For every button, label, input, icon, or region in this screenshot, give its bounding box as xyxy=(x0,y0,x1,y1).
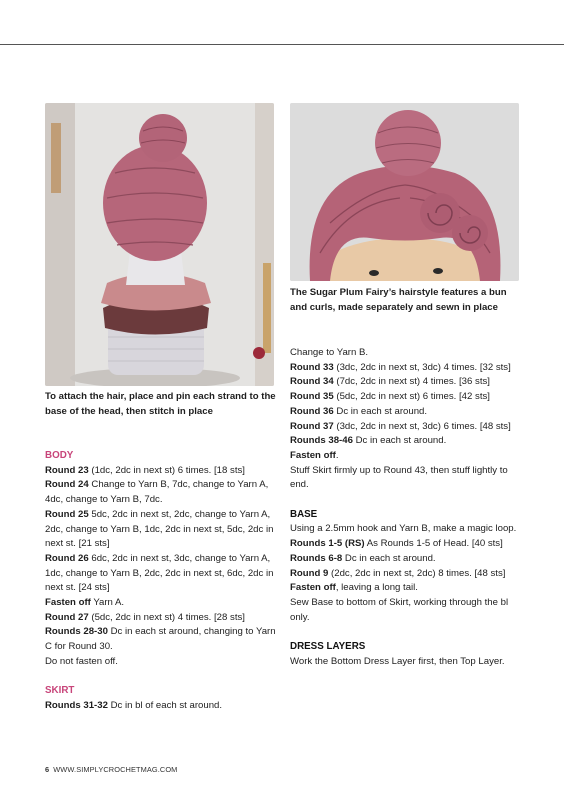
instruction-label: Round 34 xyxy=(290,376,334,388)
instruction-text: (5dc, 2dc in next st) 6 times. [42 sts] xyxy=(333,391,490,403)
instruction-text: Using a 2.5mm hook and Yarn B, make a magic loop. xyxy=(290,523,517,535)
instruction-text: (3dc, 2dc in next st, 3dc) 4 times. [32 sts] xyxy=(333,361,511,373)
instruction-text: 6dc, 2dc in next st, 3dc, change to Yarn A, 1dc, change to Yarn B, 2dc, 2dc in next st, 6dc, 2dc in next st. [24 sts] xyxy=(45,552,274,594)
instruction-label: Rounds 1-5 (RS) xyxy=(290,538,365,550)
body-heading: BODY xyxy=(45,450,74,461)
instruction-text: Change to Yarn B, 7dc, change to Yarn A, 4dc, change to Yarn B, 7dc. xyxy=(45,479,269,506)
instruction-label: Round 26 xyxy=(45,552,89,564)
instruction-text: (2dc, 2dc in next st, 2dc) 8 times. [48 sts] xyxy=(328,567,506,579)
instruction-line xyxy=(290,596,522,625)
instruction-text: Dc in each st around. xyxy=(333,405,428,417)
instruction-line xyxy=(290,434,522,449)
watermark: PassionForum.ru xyxy=(487,780,556,790)
instruction-label: Round 9 xyxy=(290,567,329,579)
base-heading: BASE xyxy=(290,508,318,520)
instruction-line xyxy=(290,567,522,582)
instruction-line xyxy=(45,464,277,479)
instruction-text: Do not fasten off. xyxy=(45,655,118,667)
page-footer xyxy=(45,765,177,774)
instruction-line xyxy=(290,522,522,537)
instruction-line xyxy=(45,596,277,611)
instruction-label: Fasten off xyxy=(290,449,336,461)
instruction-line xyxy=(45,655,277,670)
instruction-label: Round 33 xyxy=(290,361,334,373)
instruction-line xyxy=(290,464,522,493)
right-column xyxy=(290,346,522,669)
instruction-label: Rounds 31-32 xyxy=(45,699,108,711)
instruction-line xyxy=(290,375,522,390)
instruction-line xyxy=(45,611,277,626)
skirt-continued-instructions xyxy=(290,346,522,493)
instruction-line xyxy=(290,346,522,361)
instruction-text: Stuff Skirt firmly up to Round 43, then stuff lightly to end. xyxy=(290,464,508,491)
instruction-line xyxy=(290,361,522,376)
instruction-label: Round 37 xyxy=(290,420,334,432)
instruction-text: Dc in each st around, changing to Yarn C for Round 30. xyxy=(45,626,276,653)
instruction-label: Round 23 xyxy=(45,464,89,476)
instruction-line xyxy=(290,405,522,420)
dress-layers-heading: DRESS LAYERS xyxy=(290,641,366,653)
instruction-text: 5dc, 2dc in next st, 2dc, change to Yarn A, 2dc, change to Yarn B, 1dc, 2dc in next st, 5dc, 2dc in next st. [21 sts] xyxy=(45,508,274,550)
instruction-text: Work the Bottom Dress Layer first, then Top Layer. xyxy=(290,655,505,667)
instruction-label: Round 35 xyxy=(290,391,334,403)
instruction-line xyxy=(45,478,277,507)
instruction-label: Fasten off xyxy=(290,582,336,594)
instruction-text: (1dc, 2dc in next st) 6 times. [18 sts] xyxy=(88,464,245,476)
page-number: 6 xyxy=(45,765,50,774)
instruction-line xyxy=(290,449,522,464)
instruction-label: Rounds 6-8 xyxy=(290,552,343,564)
instruction-text: As Rounds 1-5 of Head. [40 sts] xyxy=(364,538,503,550)
instruction-line xyxy=(290,581,522,596)
instruction-label: Round 24 xyxy=(45,479,89,491)
top-rule xyxy=(0,44,564,45)
instruction-label: Round 36 xyxy=(290,405,334,417)
instruction-label: Rounds 38-46 xyxy=(290,435,353,447)
instruction-line xyxy=(290,390,522,405)
skirt-instructions xyxy=(45,699,277,714)
instruction-line xyxy=(290,552,522,567)
instruction-text: (5dc, 2dc in next st) 4 times. [28 sts] xyxy=(88,611,245,623)
instruction-text: Yarn A. xyxy=(90,597,125,609)
base-instructions xyxy=(290,522,522,625)
body-instructions xyxy=(45,464,277,670)
photo2-caption: The Sugar Plum Fairy’s hairstyle features a bun and curls, made separately and sewn in place xyxy=(290,287,507,313)
instruction-text: Change to Yarn B. xyxy=(290,347,369,358)
website-url[interactable]: WWW.SIMPLYCROCHETMAG.COM xyxy=(53,765,178,774)
instruction-text: (3dc, 2dc in next st, 3dc) 6 times. [48 sts] xyxy=(333,420,511,432)
left-column xyxy=(45,449,277,714)
instruction-text: Dc in each st around. xyxy=(352,435,447,447)
hair-closeup-photo xyxy=(290,103,519,281)
instruction-text: , leaving a long tail. xyxy=(335,582,418,594)
instruction-text: (7dc, 2dc in next st) 4 times. [36 sts] xyxy=(333,376,490,388)
instruction-text: Dc in bl of each st around. xyxy=(107,699,223,711)
instruction-text: Dc in each st around. xyxy=(342,552,436,564)
instruction-line xyxy=(45,552,277,596)
instruction-line xyxy=(45,699,277,714)
instruction-line xyxy=(45,508,277,552)
instruction-line xyxy=(45,625,277,654)
skirt-heading: SKIRT xyxy=(45,685,75,697)
instruction-line xyxy=(290,655,522,670)
dress-layers-instructions xyxy=(290,655,522,670)
instruction-label: Rounds 28-30 xyxy=(45,626,108,638)
instruction-line xyxy=(290,537,522,552)
instruction-text: . xyxy=(335,449,339,461)
photo1-caption: To attach the hair, place and pin each strand to the base of the head, then stitch in place xyxy=(45,391,276,417)
instruction-line xyxy=(290,420,522,435)
instruction-label: Fasten off xyxy=(45,597,91,609)
instruction-label: Round 25 xyxy=(45,508,89,520)
instruction-text: Sew Base to bottom of Skirt, working through the bl only. xyxy=(290,596,509,623)
doll-side-photo xyxy=(45,103,274,386)
instruction-label: Round 27 xyxy=(45,611,89,623)
